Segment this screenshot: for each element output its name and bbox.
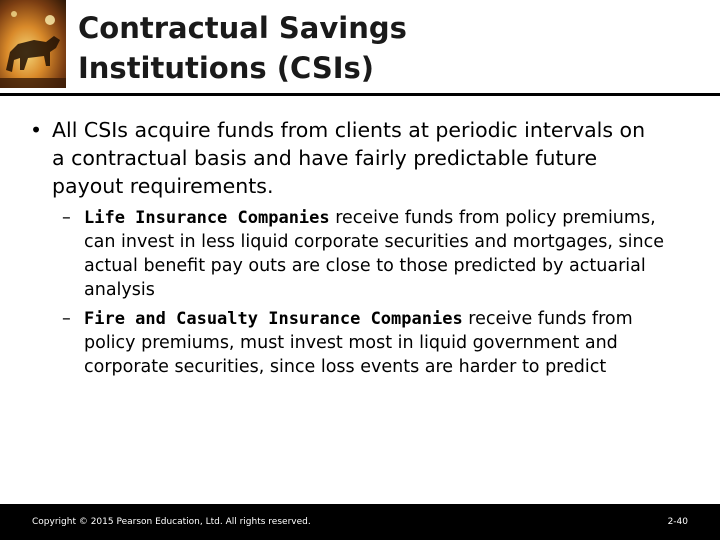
sub-bullet-term: Fire and Casualty Insurance Companies [84, 309, 463, 329]
corner-bull-photo [0, 0, 66, 88]
page-number: 2-40 [667, 517, 688, 527]
slide-title-line-1: Contractual Savings [78, 11, 407, 45]
copyright-text: Copyright © 2015 Pearson Education, Ltd. All rights reserved. [32, 517, 311, 527]
sub-bullet-text [62, 206, 682, 302]
sub-bullet-life-insurance [62, 206, 682, 302]
title-divider [0, 93, 720, 96]
sub-bullet-description: receive funds from policy premiums, can invest in less liquid corporate securities and mortgages, since actual benefit pay outs are close to those predicted by actuarial analysis [84, 208, 664, 300]
sub-bullet-description: receive funds from policy premiums, must invest most in liquid government and corporate securities, since loss events are harder to predict [84, 309, 633, 377]
main-bullet [30, 116, 660, 200]
sub-bullet-term: Life Insurance Companies [84, 208, 330, 228]
sub-bullet-text [62, 307, 682, 379]
sub-bullet-marker: – [62, 309, 71, 329]
sub-bullet-marker: – [62, 208, 71, 228]
slide-title [78, 8, 598, 88]
bullet-marker: • [30, 118, 43, 142]
main-bullet-text: All CSIs acquire funds from clients at periodic intervals on a contractual basis and have fairly predictable future payout requirements. [52, 118, 646, 198]
slide-footer [0, 504, 720, 540]
sub-bullet-fire-casualty [62, 307, 682, 379]
slide-title-line-2: Institutions (CSIs) [78, 51, 375, 85]
bull-statue-image [0, 0, 66, 88]
